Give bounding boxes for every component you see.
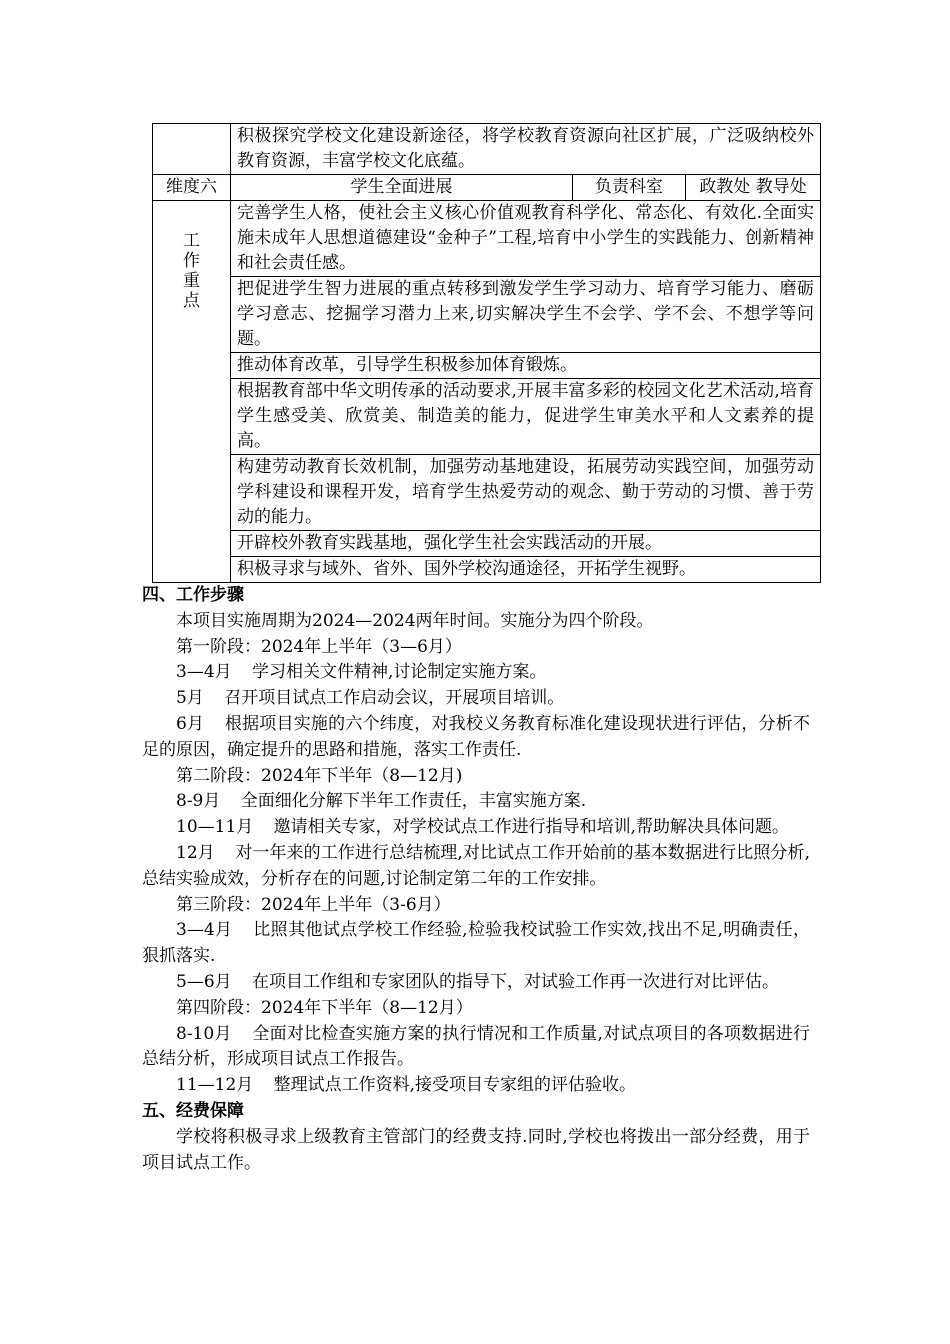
stage-heading: 第四阶段：2024年下半年（8—12月） [176,997,473,1018]
step-text: 召开项目试点工作启动会议，开展项目培训。 [224,688,565,709]
table-row [153,201,821,277]
step-text: 整理试点工作资料,接受项目专家组的评估验收。 [273,1075,637,1096]
table-cell-item: 构建劳动教育长效机制，加强劳动基地建设，拓展劳动实践空间，加强劳动学科建设和课程开发，培育学生热爱劳动的观念、勤于劳动的习惯、善于劳动的能力。 [231,455,821,531]
section-heading-steps: 四、工作步骤 [142,585,244,605]
step-time: 3—4月 [176,920,233,941]
table-cell-continuation: 积极探究学校文化建设新途径，将学校教育资源向社区扩展，广泛吸纳校外教育资源，丰富学校文化底蕴。 [231,124,821,175]
dept-label: 负责科室 [573,175,686,201]
table-row [153,557,821,583]
step-text: 在项目工作组和专家团队的指导下，对试验工作再一次进行对比评估。 [252,971,780,992]
step-time: 3—4月 [176,662,232,683]
step-paragraph [142,686,810,712]
table-row [153,379,821,455]
step-paragraph [142,970,810,996]
step-text: 全面对比检查实施方案的执行情况和工作质量,对试点项目的各项数据进行总结分析，形成项目试点工作报告。 [142,1023,810,1070]
table-cell-item: 把促进学生智力进展的重点转移到激发学生学习动力、培育学习能力、磨砺学习意志、挖掘学习潜力上来,切实解决学生不会学、学不会、不想学等问题。 [231,277,821,353]
paragraph: 学校将积极寻求上级教育主管部门的经费支持.同时,学校也将拨出一部分经费，用于项目试点工作。 [142,1126,810,1173]
work-focus-table [152,123,821,583]
work-focus-label: 工作重点 [182,231,200,311]
step-paragraph [142,815,810,841]
step-paragraph [142,1073,810,1099]
table-row [153,455,821,531]
step-time: 5—6月 [176,971,232,992]
dimension-label: 维度六 [153,175,231,201]
step-text: 比照其他试点学校工作经验,检验我校试验工作实效,找出不足,明确责任，狠抓落实. [142,920,810,967]
step-time: 8-10月 [176,1023,232,1044]
table-cell-blank [153,124,231,175]
table-row [153,124,821,175]
step-paragraph [142,918,810,970]
step-text: 学习相关文件精神,讨论制定实施方案。 [252,662,547,683]
paragraph: 本项目实施周期为2024—2024两年时间。实施分为四个阶段。 [176,610,654,631]
step-time: 5月 [176,688,204,709]
step-paragraph [142,1022,810,1074]
document-body [142,583,810,1176]
table-row [153,277,821,353]
stage-heading: 第三阶段：2024年上半年（3-6月） [176,894,451,915]
step-text: 根据项目实施的六个纬度，对我校义务教育标准化建设现状进行评估，分析不足的原因，确定提升的思路和措施，落实工作责任. [142,713,810,760]
step-paragraph [142,660,810,686]
step-text: 全面细化分解下半年工作责任，丰富实施方案. [240,791,587,812]
step-paragraph [142,841,810,893]
dept-value: 政教处 教导处 [686,175,821,201]
step-time: 10—11月 [176,817,254,838]
table-cell-item: 积极寻求与域外、省外、国外学校沟通途径，开拓学生视野。 [231,557,821,583]
table-cell-item: 完善学生人格，使社会主义核心价值观教育科学化、常态化、有效化.全面实施未成年人思想道德建设“金种子”工程,培育中小学生的实践能力、创新精神和社会责任感。 [231,201,821,277]
step-text: 对一年来的工作进行总结梳理,对比试点工作开始前的基本数据进行比照分析,总结实验成效，分析存在的问题,讨论制定第二年的工作安排。 [142,842,810,889]
section-heading-funding: 五、经费保障 [142,1100,244,1121]
step-time: 12月 [176,842,215,863]
side-label-cell [153,201,231,583]
table-header-row [153,175,821,201]
step-paragraph [142,789,810,815]
step-paragraph [142,712,810,764]
step-time: 8-9月 [176,791,221,812]
table-row [153,353,821,379]
table-cell-item: 推动体育改革，引导学生积极参加体育锻炼。 [231,353,821,379]
step-time: 6月 [176,713,205,734]
step-time: 11—12月 [176,1075,254,1096]
stage-heading: 第二阶段：2024年下半年（8—12月) [176,765,463,786]
stage-heading: 第一阶段：2024年上半年（3—6月） [176,636,462,657]
step-text: 邀请相关专家，对学校试点工作进行指导和培训,帮助解决具体问题。 [273,817,790,838]
dimension-title: 学生全面进展 [231,175,573,201]
table-cell-item: 开辟校外教育实践基地，强化学生社会实践活动的开展。 [231,531,821,557]
table-cell-item: 根据教育部中华文明传承的活动要求,开展丰富多彩的校园文化艺术活动,培育学生感受美、欣赏美、制造美的能力，促进学生审美水平和人文素养的提高。 [231,379,821,455]
table-row [153,531,821,557]
